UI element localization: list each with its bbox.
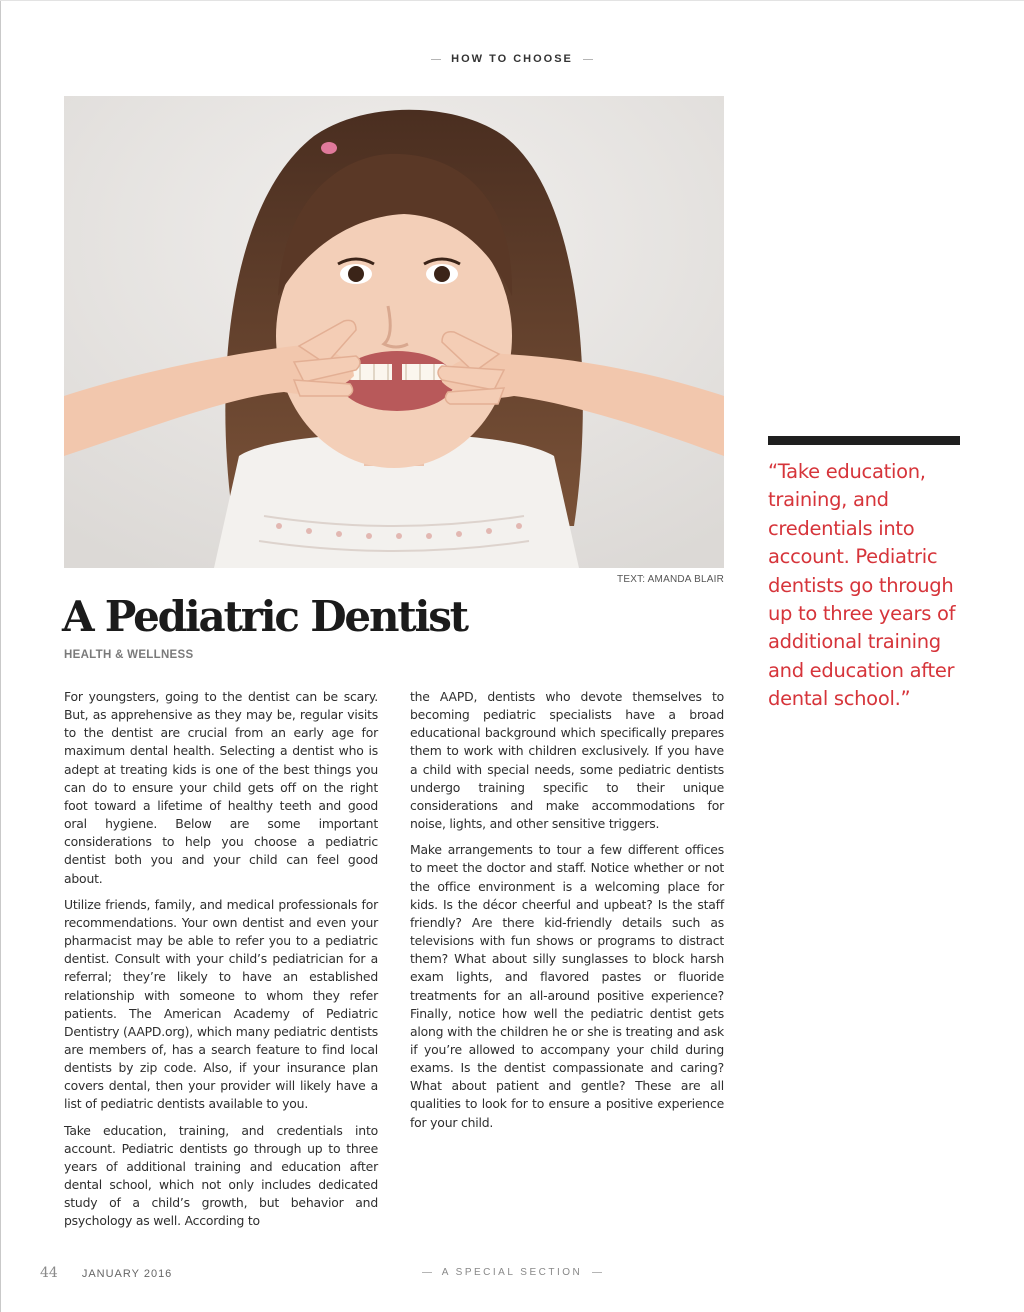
section-header-label: HOW TO CHOOSE [451,53,573,65]
body-paragraph: Utilize friends, family, and medical professionals for recommendations. Your own dentist and even your pharmacist may be able to refer you to a pediatric dentist. Consult with your child’s pediatrician for a referral; they’re likely to have an established relationship with someone to whom they refer patients. The American Academy of Pediatric Dentistry (AAPD.org), which many pediatric dentists are members of, has a search feature to find local dentists by zip code. Also, if your insurance plan covers dental, then your provider will likely have a list of pediatric dentists available to you. [64,896,378,1112]
hero-photo [64,96,724,568]
article-category: HEALTH & WELLNESS [64,649,194,661]
page-edge [0,0,1,1312]
girl-showing-teeth-illustration [64,96,724,568]
body-paragraph: For youngsters, going to the dentist can be scary. But, as apprehensive as they may be, regular visits to the dentist are crucial from an early age for maximum dental health. Selecting a dentist who is adept at treating kids is one of the best things you can do to ensure your child gets off on the right foot toward a lifetime of healthy teeth and good oral hygiene. Below are some important considerations to help you choose a pediatric dentist both you and your child can feel good about. [64,689,378,886]
body-column-left [64,688,378,1239]
page-top-edge [0,0,1024,1]
body-paragraph: the AAPD, dentists who devote themselves to becoming pediatric specialists have a broad educational background which specifically prepares them to work with children exclusively. If you have a child with special needs, some pediatric dentists undergo training specific to their unique considerations and make accommodations for noise, lights, and other sensitive triggers. [410,689,724,832]
footer-section-label: A SPECIAL SECTION [441,1267,583,1278]
footer-dash-right [592,1272,602,1273]
section-header [0,53,1024,65]
article-title: A Pediatric Dentist [62,592,467,641]
body-paragraph: Take education, training, and credentials into account. Pediatric dentists go through up to three years of additional training and education after dental school, which not only includes dedicated study of a child’s growth, but behavior and psychology as well. According to [64,1122,378,1229]
page-number: 44 [40,1265,58,1281]
body-paragraph: Make arrangements to tour a few different offices to meet the doctor and staff. Notice whether or not the office environment is a welcoming place for kids. Is the décor cheerful and upbeat? Is the staff friendly? Are there kid-friendly details such as televisions with fun shows or programs to distract them? What about silly sunglasses to block harsh exam lights, and flavored pastes or fluoride treatments for an all-around positive experience? Finally, notice how well the pediatric dentist gets along with the children he or she is treating and ask if you’re allowed to accompany your child during exams. Is the dentist compassionate and caring? What about patient and gentle? These are all qualities to look for to ensure a positive experience for your child. [410,842,724,1130]
footer-dash-left [422,1272,432,1273]
issue-date: JANUARY 2016 [81,1268,173,1280]
header-dash-left [431,59,441,60]
footer-section [0,1267,1024,1278]
pull-quote: “Take education, training, and credentials into account. Pediatric dentists go through up to three years of additional training and education after dental school.” [768,460,956,711]
photo-credit: TEXT: AMANDA BLAIR [617,574,724,585]
pull-quote-rule [768,436,960,445]
body-column-right [410,688,724,1140]
header-dash-right [583,59,593,60]
